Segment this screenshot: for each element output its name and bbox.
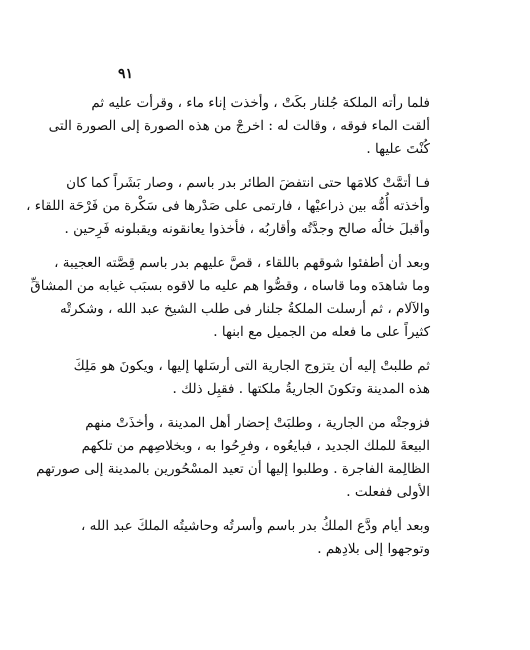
page-number: ٩١ xyxy=(118,66,134,82)
text-line: ثم طلبتْ إليه أن يتزوج الجارية التى أرسَلها إليها ، ويكونَ هو مَلِكَ xyxy=(73,358,430,374)
text-line: وتوجهوا إلى بلادِهم . xyxy=(317,541,430,557)
paragraph xyxy=(30,252,430,344)
text-line: الأولى ففعلت . xyxy=(346,484,430,500)
text-line: هذه المدينة وتكونَ الجاريةُ ملكتها . فقبِل ذلك . xyxy=(172,381,430,397)
text-line: ألقت الماء فوقه ، وقالت له : اخرجْ من هذه الصورة إلى الصورة التى xyxy=(48,118,430,134)
text-line: وأقبلَ خالُه صالح وجدَّتُه وأقاربُه ، فأخذوا يعانقونه ويقبلونه فَرِحين . xyxy=(64,221,430,237)
text-line: فلما رأته الملكة جُلنار بكَتْ ، وأخذت إناء ماء ، وقرأت عليه ثم xyxy=(91,95,430,111)
paragraph xyxy=(48,92,430,161)
paragraph xyxy=(80,515,430,561)
paragraph xyxy=(26,172,430,241)
text-line: والآلام ، ثم أرسلت الملكةُ جلنار فى طلب الشيخ عبد الله ، وشكرتْه xyxy=(59,301,430,317)
text-line: البيعةَ للملك الجديد ، فبايعُوه ، وفرِحُوا به ، وبخلاصِهم من تلكهم xyxy=(81,438,430,454)
text-line: فـا أتمَّتْ كلامَها حتى انتفضَ الطائر بدر باسم ، وصار بَشَراً كما كان xyxy=(66,175,430,191)
paragraph xyxy=(36,412,430,504)
body-text xyxy=(26,92,430,572)
text-line: وأخذته أُمُّه بين ذراعيْها ، فارتمى على صَدْرها فى سَكْرة من فَرْحَة اللقاء ، xyxy=(26,198,430,214)
text-line: فزوجتْه من الجارية ، وطلبَتْ إحضار أهل المدينة ، وأخذَتْ منهم xyxy=(85,415,430,431)
text-line: وبعد أن أطفئوا شوقهم باللقاء ، قصَّ عليهم بدر باسم قِصَّته العجيبة ، xyxy=(54,255,430,271)
text-line: وبعد أيام ودَّع الملكُ بدر باسم وأسرتُه وحاشيتُه الملكَ عبد الله ، xyxy=(80,518,430,534)
paragraph xyxy=(73,355,430,401)
text-line: الظالِمة الفاجرة . وطلبوا إليها أن تعيد المسْحُورين بالمدينة إلى صورتهم xyxy=(36,461,430,477)
text-line: كُنْتَ عليها . xyxy=(366,141,430,157)
text-line: وما شاهدَه وما قاساه ، وقصُّوا هم عليه ما لاقوه بسبَب غيابه من المشاقِّ xyxy=(30,278,430,294)
text-line: كثيراً على ما فعله من الجميل مع ابنها . xyxy=(213,324,430,340)
